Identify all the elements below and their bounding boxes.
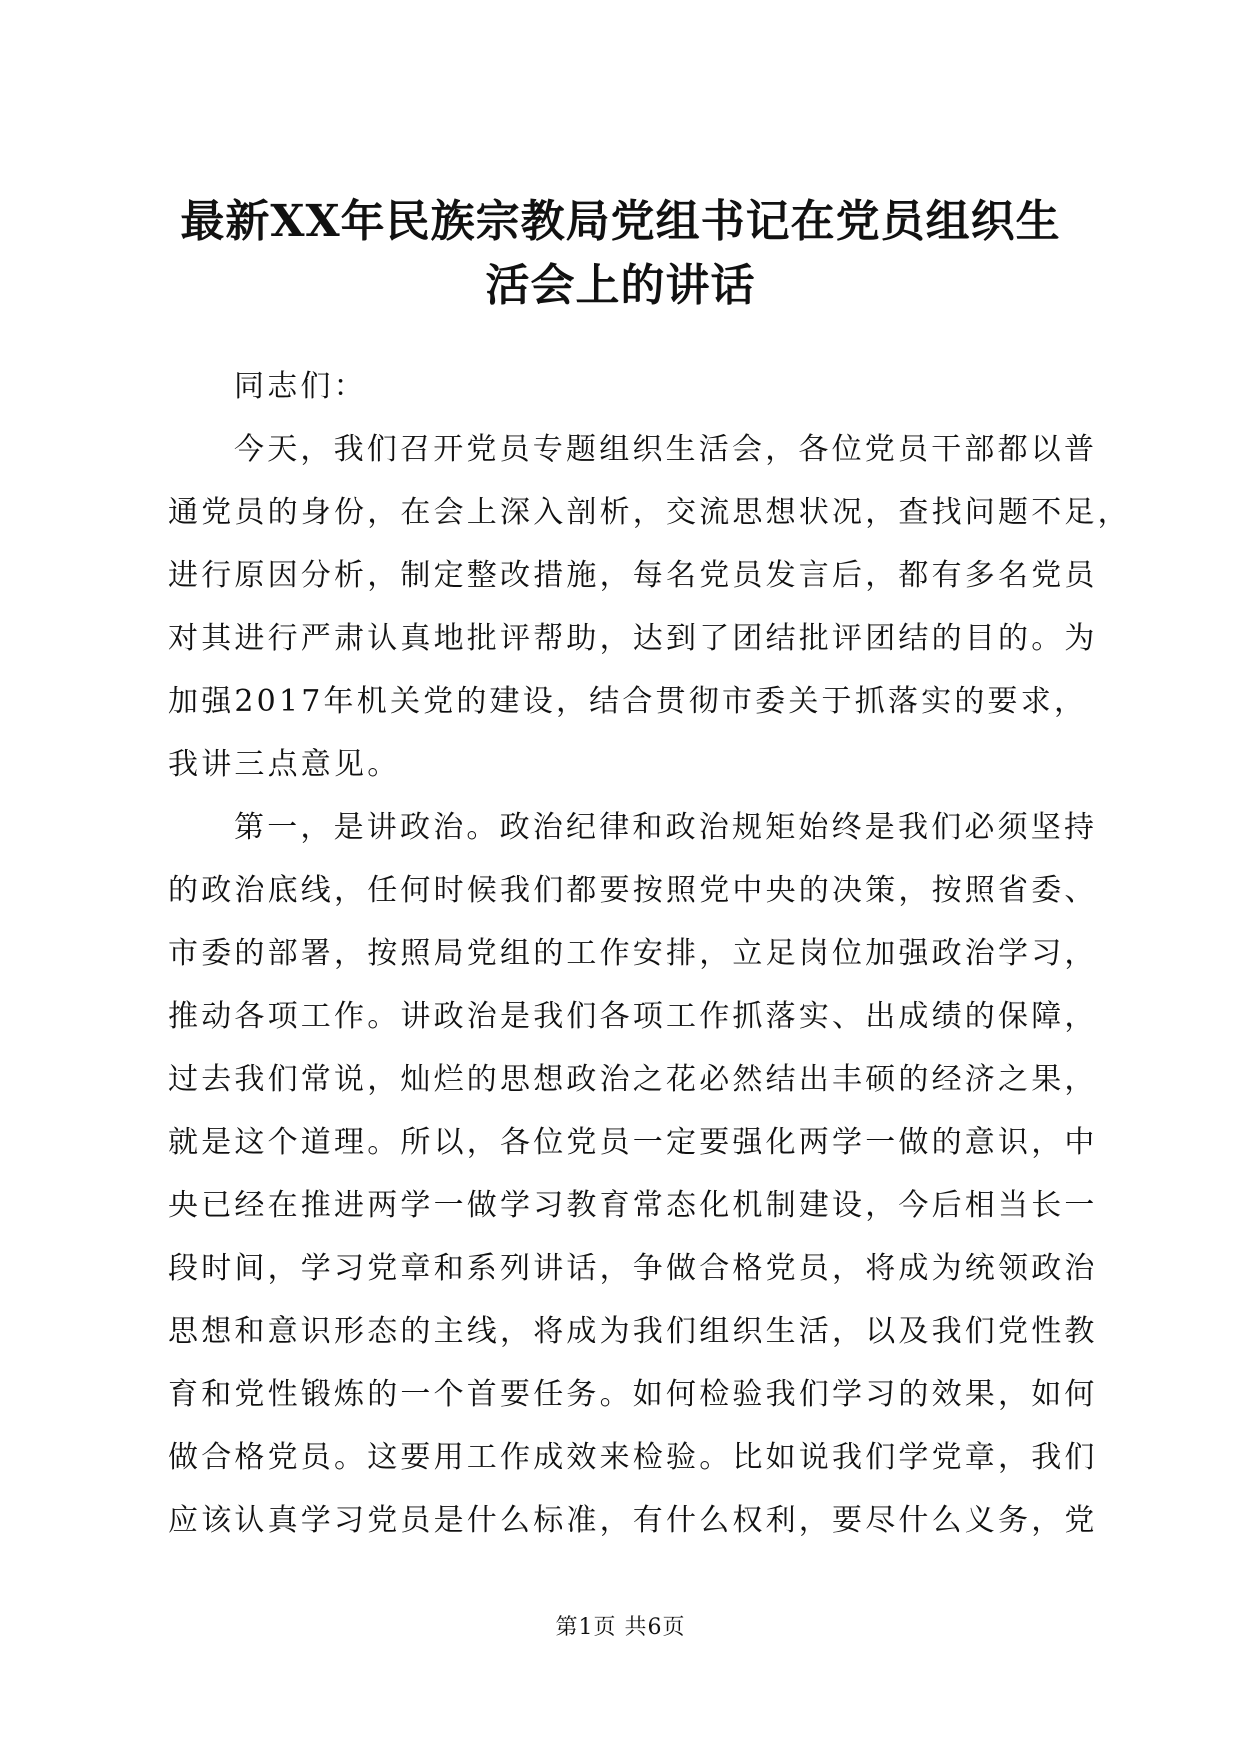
text-line: 对其进行严肃认真地批评帮助，达到了团结批评团结的目的。为 (168, 621, 1098, 656)
text-line: 就是这个道理。所以，各位党员一定要强化两学一做的意识，中 (168, 1125, 1098, 1160)
text-line: 的政治底线，任何时候我们都要按照党中央的决策，按照省委、 (168, 873, 1098, 908)
paragraph-2 (168, 796, 1098, 1552)
text-line: 做合格党员。这要用工作成效来检验。比如说我们学党章，我们 (168, 1440, 1098, 1475)
page-number-footer: 第1页 共6页 (555, 1615, 686, 1640)
title-line-1: 最新XX年民族宗教局党组书记在党员组织生 (180, 196, 1061, 247)
text-line: 央已经在推进两学一做学习教育常态化机制建设，今后相当长一 (168, 1188, 1098, 1223)
paragraph-1 (168, 418, 1131, 796)
greeting: 同志们： (234, 369, 367, 404)
text-line: 加强2017年机关党的建设，结合贯彻市委关于抓落实的要求， (168, 684, 1088, 719)
text-line: 过去我们常说，灿烂的思想政治之花必然结出丰硕的经济之果， (168, 1062, 1098, 1097)
title-line-2: 活会上的讲话 (485, 260, 756, 311)
text-line: 育和党性锻炼的一个首要任务。如何检验我们学习的效果，如何 (168, 1377, 1098, 1412)
document-title (150, 190, 1091, 318)
text-line: 推动各项工作。讲政治是我们各项工作抓落实、出成绩的保障， (168, 999, 1098, 1034)
text-line: 通党员的身份，在会上深入剖析，交流思想状况，查找问题不足， (168, 495, 1131, 530)
text-line: 今天，我们召开党员专题组织生活会，各位党员干部都以普 (234, 432, 1098, 467)
text-line: 我讲三点意见。 (168, 747, 401, 782)
text-line: 进行原因分析，制定整改措施，每名党员发言后，都有多名党员 (168, 558, 1098, 593)
text-line: 市委的部署，按照局党组的工作安排，立足岗位加强政治学习， (168, 936, 1098, 971)
text-line: 第一，是讲政治。政治纪律和政治规矩始终是我们必须坚持 (234, 810, 1098, 845)
text-line: 思想和意识形态的主线，将成为我们组织生活，以及我们党性教 (168, 1314, 1098, 1349)
text-line: 应该认真学习党员是什么标准，有什么权利，要尽什么义务，党 (168, 1503, 1098, 1538)
text-line: 段时间，学习党章和系列讲话，争做合格党员，将成为统领政治 (168, 1251, 1098, 1286)
document-body (168, 355, 1131, 1552)
